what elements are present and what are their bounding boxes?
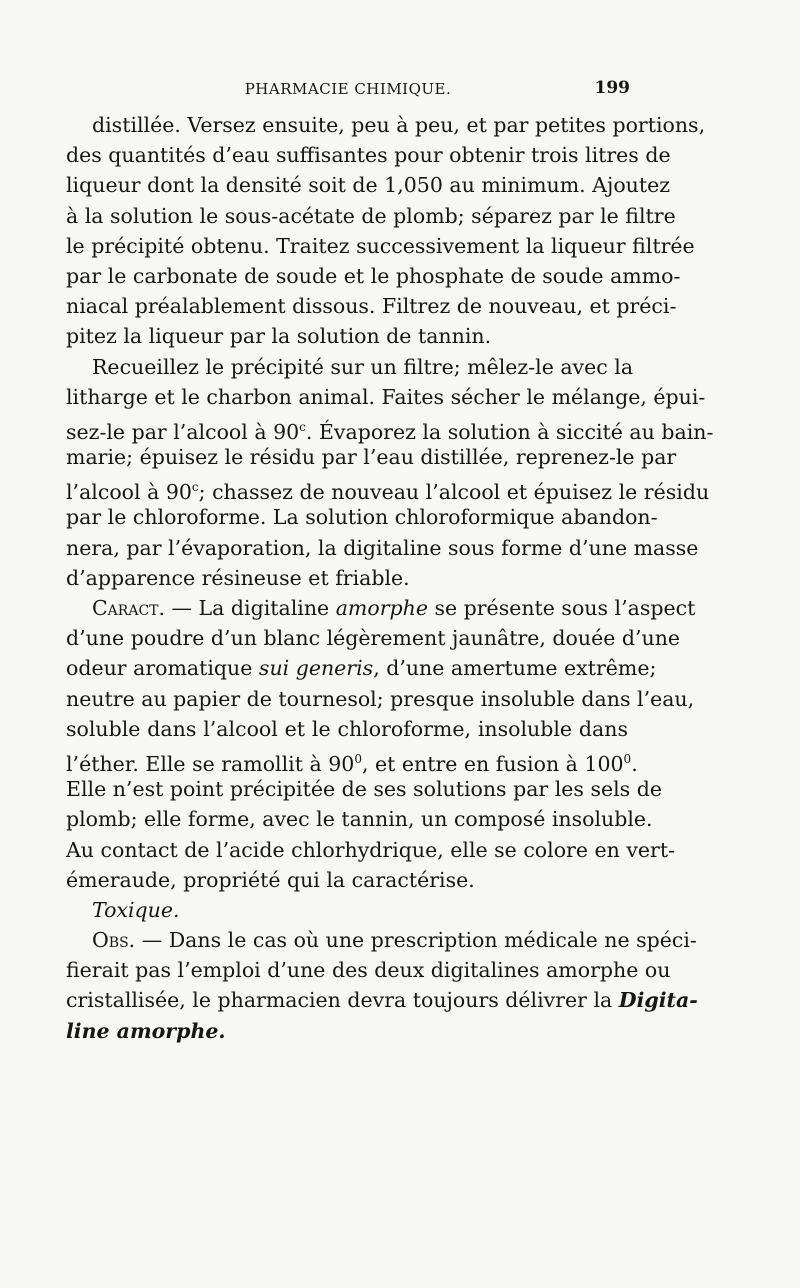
paragraph-p1	[66, 110, 706, 352]
running-head	[66, 78, 630, 102]
text-line	[66, 804, 653, 834]
text-line	[66, 925, 697, 955]
text-line	[66, 955, 671, 985]
text-segment: distillée. Versez ensuite, peu à peu, et par petites portions,	[92, 113, 706, 137]
text-segment-bi: Digita-	[618, 988, 698, 1013]
text-line	[66, 110, 706, 140]
text-line	[66, 170, 671, 200]
text-line	[66, 623, 681, 653]
text-segment: par le chloroforme. La solution chloroformique abandon-	[66, 505, 658, 530]
paragraph-p5	[66, 925, 698, 1046]
text-line	[66, 321, 628, 351]
text-line	[66, 533, 699, 563]
running-title: PHARMACIE CHIMIQUE.	[244, 80, 452, 98]
page-number: 199	[594, 78, 630, 98]
paragraph-p4	[66, 895, 628, 925]
text-segment-i: Toxique.	[92, 897, 180, 922]
text-segment: . Évaporez la solution à siccité au bain-	[305, 419, 714, 444]
text-line	[66, 563, 628, 593]
text-segment: , et entre en fusion à 100	[361, 751, 624, 776]
text-line	[66, 231, 695, 261]
body-text	[66, 110, 714, 1046]
text-line	[66, 412, 714, 444]
text-segment-sup: 0	[623, 751, 632, 766]
text-line	[66, 140, 671, 170]
text-line	[66, 835, 676, 865]
paragraph-p2	[66, 352, 714, 594]
text-line	[66, 714, 628, 744]
paragraph-p3	[66, 593, 696, 895]
text-segment-bi: line amorphe.	[66, 1018, 226, 1043]
text-segment: ; chassez de nouveau l’alcool et épuisez le résidu	[198, 480, 710, 505]
text-segment: cristallisée, le pharmacien devra toujours délivrer la	[66, 988, 619, 1013]
text-segment: l’alcool à 90	[66, 480, 192, 505]
text-segment: marie; épuisez le résidu par l’eau distillée, reprenez-le par	[66, 445, 677, 470]
text-segment: neutre au papier de tournesol; presque insoluble dans l’eau,	[66, 686, 695, 711]
text-line	[66, 502, 658, 532]
text-segment-sup: 0	[354, 751, 362, 766]
text-line	[66, 201, 676, 231]
text-line	[66, 593, 696, 623]
text-segment: émeraude, propriété qui la caractérise.	[66, 867, 475, 892]
text-line	[66, 653, 657, 683]
text-segment-sup: c	[299, 419, 306, 434]
text-segment: odeur aromatique	[66, 656, 259, 681]
text-segment: niacal préalablement dissous. Filtrez de nouveau, et préci-	[66, 294, 677, 319]
text-segment: nera, par l’évaporation, la digitaline sous forme d’une masse	[66, 535, 699, 560]
text-line	[66, 865, 628, 895]
text-line	[66, 291, 677, 321]
text-segment: liqueur dont la densité soit de 1,050 au minimum. Ajoutez	[66, 173, 671, 198]
text-segment-i: amorphe	[335, 596, 428, 620]
text-line	[66, 352, 634, 382]
text-segment-sc: Obs.	[92, 928, 136, 953]
text-segment: Recueillez le précipité sur un filtre; mêlez-le avec la	[92, 354, 634, 379]
text-segment: Elle n’est point précipitée de ses solutions par les sels de	[66, 777, 662, 802]
text-line	[66, 744, 638, 776]
text-segment: le précipité obtenu. Traitez successivement la liqueur filtrée	[66, 233, 695, 258]
text-line	[66, 684, 695, 714]
text-segment-i: sui generis	[258, 656, 374, 681]
text-segment: pitez la liqueur par la solution de tannin.	[66, 324, 492, 349]
text-line	[66, 382, 706, 412]
text-segment: soluble dans l’alcool et le chloroforme, insoluble dans	[66, 716, 628, 741]
text-segment: à la solution le sous-acétate de plomb; séparez par le filtre	[66, 203, 676, 228]
text-segment: l’éther. Elle se ramollit à 90	[66, 751, 355, 776]
text-segment: des quantités d’eau suffisantes pour obtenir trois litres de	[66, 143, 671, 168]
text-line	[66, 895, 628, 925]
text-segment: plomb; elle forme, avec le tannin, un composé insoluble.	[66, 807, 653, 832]
text-segment: se présente sous l’aspect	[427, 596, 696, 620]
text-segment: fierait pas l’emploi d’une des deux digitalines amorphe ou	[66, 958, 671, 983]
text-segment-sc: Caract.	[92, 596, 166, 620]
text-segment: sez-le par l’alcool à 90	[66, 419, 300, 444]
text-segment: par le carbonate de soude et le phosphate de soude ammo-	[66, 263, 681, 288]
text-segment: — Dans le cas où une prescription médicale ne spéci-	[135, 928, 697, 953]
text-segment: , d’une amertume extrême;	[373, 656, 657, 681]
text-segment: d’apparence résineuse et friable.	[66, 565, 410, 590]
text-segment-sup: c	[191, 480, 199, 495]
text-segment: Au contact de l’acide chlorhydrique, elle se colore en vert-	[66, 837, 676, 862]
text-line	[66, 774, 662, 804]
text-segment: .	[631, 751, 638, 776]
text-line	[66, 442, 677, 472]
text-line	[66, 985, 698, 1015]
text-segment: — La digitaline	[165, 596, 336, 620]
text-line	[66, 261, 681, 291]
text-line	[66, 1016, 628, 1046]
text-segment: d’une poudre d’un blanc légèrement jaunâtre, douée d’une	[66, 626, 681, 651]
text-segment: litharge et le charbon animal. Faites sécher le mélange, épui-	[66, 384, 706, 409]
text-line	[66, 472, 710, 505]
